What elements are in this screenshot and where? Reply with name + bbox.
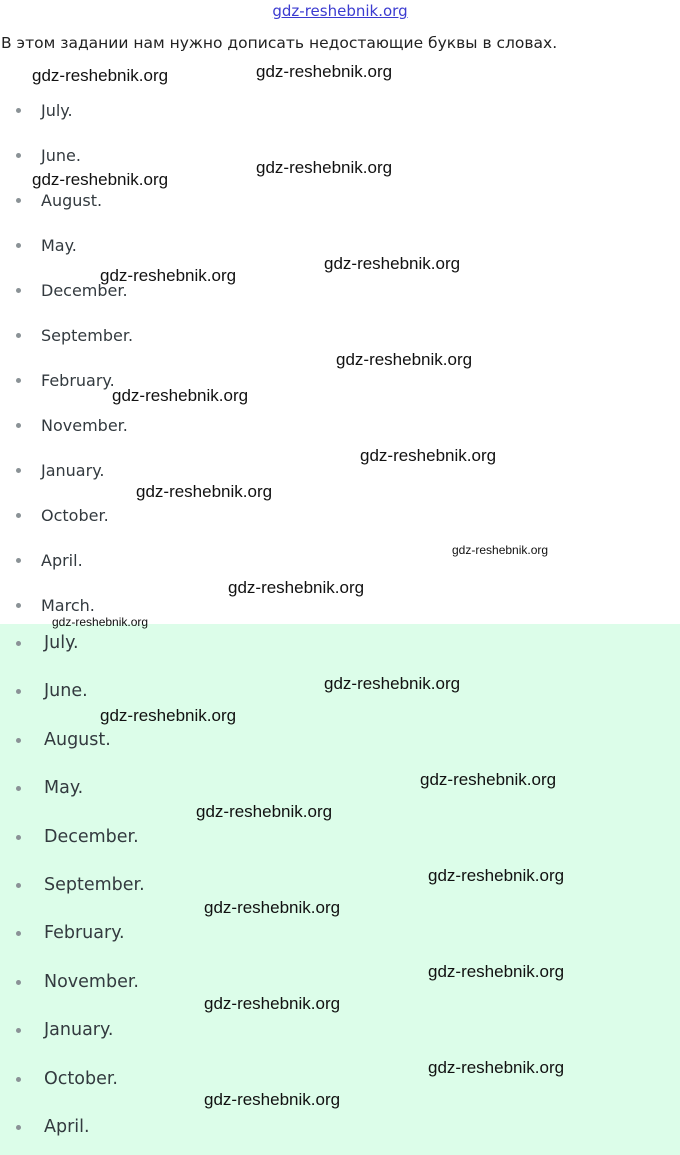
bullet-icon	[16, 931, 21, 936]
month-list-plain	[0, 88, 680, 625]
month-label: May.	[44, 778, 84, 799]
list-item	[0, 1006, 680, 1054]
month-label: February.	[41, 371, 115, 390]
watermark: gdz-reshebnik.org	[228, 578, 365, 597]
month-label: December.	[44, 826, 139, 847]
watermark: gdz-reshebnik.org	[256, 62, 393, 81]
list-item	[0, 624, 680, 667]
month-label: April.	[44, 1116, 90, 1137]
bullet-icon	[16, 1077, 21, 1082]
watermark: gdz-reshebnik.org	[204, 994, 341, 1013]
bullet-icon	[16, 883, 21, 888]
list-item	[0, 358, 680, 403]
watermark: gdz-reshebnik.org	[32, 170, 169, 189]
bullet-icon	[16, 243, 21, 248]
list-item	[0, 1055, 680, 1103]
list-item	[0, 583, 680, 625]
list-item	[0, 133, 680, 178]
month-label: May.	[41, 236, 77, 255]
watermark: gdz-reshebnik.org	[136, 482, 273, 501]
month-label: November.	[44, 971, 139, 992]
watermark: gdz-reshebnik.org	[452, 543, 549, 557]
month-list-panel-plain	[0, 84, 680, 625]
task-intro-text: В этом задании нам нужно дописать недостающие буквы в словах.	[1, 34, 558, 52]
watermark: gdz-reshebnik.org	[112, 386, 249, 405]
watermark: gdz-reshebnik.org	[428, 962, 565, 981]
month-label: February.	[44, 923, 125, 944]
list-item	[0, 448, 680, 493]
list-item	[0, 1103, 680, 1151]
month-label: June.	[41, 146, 81, 165]
list-item	[0, 813, 680, 861]
list-item	[0, 493, 680, 538]
watermark: gdz-reshebnik.org	[100, 266, 237, 285]
bullet-icon	[16, 980, 21, 985]
month-label: September.	[41, 326, 134, 345]
watermark: gdz-reshebnik.org	[100, 706, 237, 725]
bullet-icon	[16, 378, 21, 383]
list-item	[0, 178, 680, 223]
bullet-icon	[16, 423, 21, 428]
list-item	[0, 223, 680, 268]
month-label: July.	[41, 101, 73, 120]
bullet-icon	[16, 333, 21, 338]
month-label: December.	[41, 281, 128, 300]
bullet-icon	[16, 558, 21, 563]
list-item	[0, 764, 680, 812]
list-item	[0, 667, 680, 715]
month-label: July.	[44, 633, 79, 653]
watermark: gdz-reshebnik.org	[420, 770, 557, 789]
list-item	[0, 861, 680, 909]
watermark: gdz-reshebnik.org	[360, 446, 497, 465]
month-label: November.	[41, 416, 128, 435]
bullet-icon	[16, 641, 21, 646]
bullet-icon	[16, 288, 21, 293]
watermark: gdz-reshebnik.org	[196, 802, 333, 821]
month-label: April.	[41, 551, 83, 570]
bullet-icon	[16, 513, 21, 518]
month-label: August.	[41, 191, 103, 210]
month-label: October.	[41, 506, 109, 525]
watermark: gdz-reshebnik.org	[32, 66, 169, 85]
month-label: June.	[44, 681, 88, 702]
list-item	[0, 909, 680, 957]
watermark: gdz-reshebnik.org	[428, 1058, 565, 1077]
watermark: gdz-reshebnik.org	[336, 350, 473, 369]
list-item	[0, 313, 680, 358]
month-label: September.	[44, 874, 145, 895]
list-item	[0, 958, 680, 1006]
list-item	[0, 268, 680, 313]
bullet-icon	[16, 603, 21, 608]
watermark: gdz-reshebnik.org	[324, 254, 461, 273]
watermark: gdz-reshebnik.org	[204, 898, 341, 917]
watermark: gdz-reshebnik.org	[324, 674, 461, 693]
month-label: October.	[44, 1068, 118, 1089]
list-item	[0, 403, 680, 448]
bullet-icon	[16, 1125, 21, 1130]
list-item	[0, 88, 680, 133]
bullet-icon	[16, 198, 21, 203]
month-label: January.	[44, 1020, 114, 1041]
bullet-icon	[16, 786, 21, 791]
watermark: gdz-reshebnik.org	[52, 615, 149, 629]
bullet-icon	[16, 738, 21, 743]
month-label: March.	[41, 596, 95, 615]
site-header-link[interactable]: gdz-reshebnik.org	[272, 2, 408, 20]
watermark: gdz-reshebnik.org	[204, 1090, 341, 1109]
list-item	[0, 716, 680, 764]
bullet-icon	[16, 1028, 21, 1033]
watermark: gdz-reshebnik.org	[428, 866, 565, 885]
bullet-icon	[16, 835, 21, 840]
bullet-icon	[16, 108, 21, 113]
watermark: gdz-reshebnik.org	[256, 158, 393, 177]
bullet-icon	[16, 153, 21, 158]
month-label: January.	[41, 461, 105, 480]
bullet-icon	[16, 468, 21, 473]
month-list-panel-highlighted	[0, 624, 680, 1155]
month-list-highlighted	[0, 624, 680, 1151]
bullet-icon	[16, 689, 21, 694]
month-label: August.	[44, 729, 111, 750]
list-item	[0, 538, 680, 583]
